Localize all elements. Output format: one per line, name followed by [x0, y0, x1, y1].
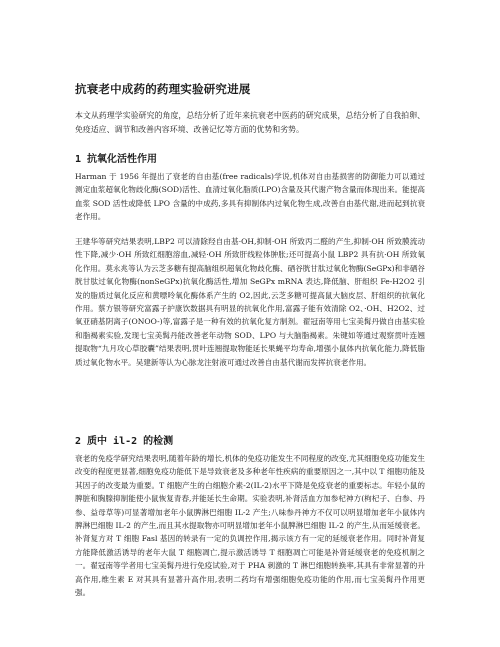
section-2-number: 2 — [75, 436, 82, 447]
section-2-paragraph-1: 衰老的免疫学研究结果表明,随着年龄的增长,机体的免疫功能发生不同程度的改变,尤其细胞免疫功能发生改变的程度更显著,细胞免疫功能低下是导致衰老及多种老年性疾病的重要原因之一,其中以 T 细胞功能及其因子的改变最为重要。T 细胞产生的白细胞介素-2(IL-2)水平下降是免疫衰老的重要标志。年轻小鼠的脾脏和胸腺抑制能使小鼠恢复青春,并能延长生命期。实验表明,补肾活血方加参杞神方(枸杞子、白参、丹参、益母草等)可显著增加老年小鼠脾淋巴细胞 IL-2 产生;八味参丹神方不仅可以明显增加老年小鼠体内脾淋巴细胞 IL-2 的产生,而且其水提取物亦可明显增加老年小鼠脾淋巴细胞 IL-2 的产生,从而延缓衰老。补肾复方对 T 细胞 Fasl 基因的转录有一定的负调控作用,揭示该方有一定的延缓衰老作用。同时补肾复方能降低激活诱导的老年大鼠 T 细胞凋亡,提示激活诱导 T 细胞凋亡可能是补肾延缓衰老的免疫机制之一。翟冠南等学者用七宝美髯丹进行免疫试验,对于 PHA 刺激的 T 淋巴细胞转换率,其具有非常显著的升高作用,维生素 E 对其具有显著升高作用,表明二药均有增强细胞免疫功能的作用,而七宝美髯丹作用更强。 — [75, 454, 425, 598]
section-1-paragraph-1: Harman 于 1956 年提出了衰老的自由基(free radicals)学说,机体对自由基损害的防御能力可以通过测定血浆超氧化物歧化酶(SOD)活性、血清过氧化脂质(LPO)含量及其代谢产物含量而体现出来。能提高血浆 SOD 活性或降低 LPO 含量的中成药,多具有抑制体内过氧化物生成,改善自由基代谢,进而起到抗衰老作用。 — [75, 172, 425, 222]
section-1-heading — [75, 150, 157, 165]
section-1-title: 抗氧化活性作用 — [87, 154, 158, 165]
section-2-title: 质中 il-2 的检测 — [87, 436, 174, 447]
section-2-heading — [75, 432, 173, 447]
section-1-number: 1 — [75, 154, 82, 165]
abstract-paragraph: 本文从药理学实验研究的角度，总结分析了近年来抗衰老中医药的研究成果，总结分析了自我拍卵、免疫适应、调节和改善内容环境、改善记忆等方面的优势和劣势。 — [75, 111, 425, 134]
section-1-paragraph-2: 王建华等研究结果表明,LBP2 可以清除羟自由基·OH,抑制·OH 所致丙二醛的产生,抑制·OH 所致膜流动性下降,减少·OH 所致红细胞溶血,减轻·OH 所致肝线粒体肿胀;还可提高小鼠 LBP2 具有抗·OH 所致氧化作用。莫永兆等认为云芝多糖有提高脑组织超氧化物歧化酶、硒谷胱甘肽过氧化物酶(SeGPx)和非硒谷胱甘肽过氧化物酶(nonSeGPx)抗氧化酶活性,增加 SeGPx mRNA 表达,降低脑、肝组织 Fe-H2O2 引发的脂质过氧化反应和黄嘌呤氧化酶体系产生的 O2,因此,云芝多糖可提高鼠大脑皮层、肝组织的抗氧化作用。蔡方银等研究富露子护康饮数据具有明显的抗氧化作用,富露子能有效清除 O2、·OH、H2O2、过氧亚硝基阴离子(ONOO-)等,富露子是一种有效的抗氧化复方制剂。翟冠南等用七宝美髯丹做自由基实验和脂褐素实验,发现七宝美髯丹能改善老年动物 SOD、LPO 与大脑脂褐素。朱键如等通过观察贯叶连翘提取物“九月攻心草胶囊”结果表明,贯叶连翘提取物能延长果蝇平均寿命,增强小鼠体内抗氧化能力,降低脂质过氧化物水平。吴建新等认为心脉龙注射液可通过改善自由基代谢而发挥抗衰老作用。 — [75, 237, 426, 367]
document-title: 抗衰老中成药的药理实验研究进展 — [75, 82, 251, 96]
